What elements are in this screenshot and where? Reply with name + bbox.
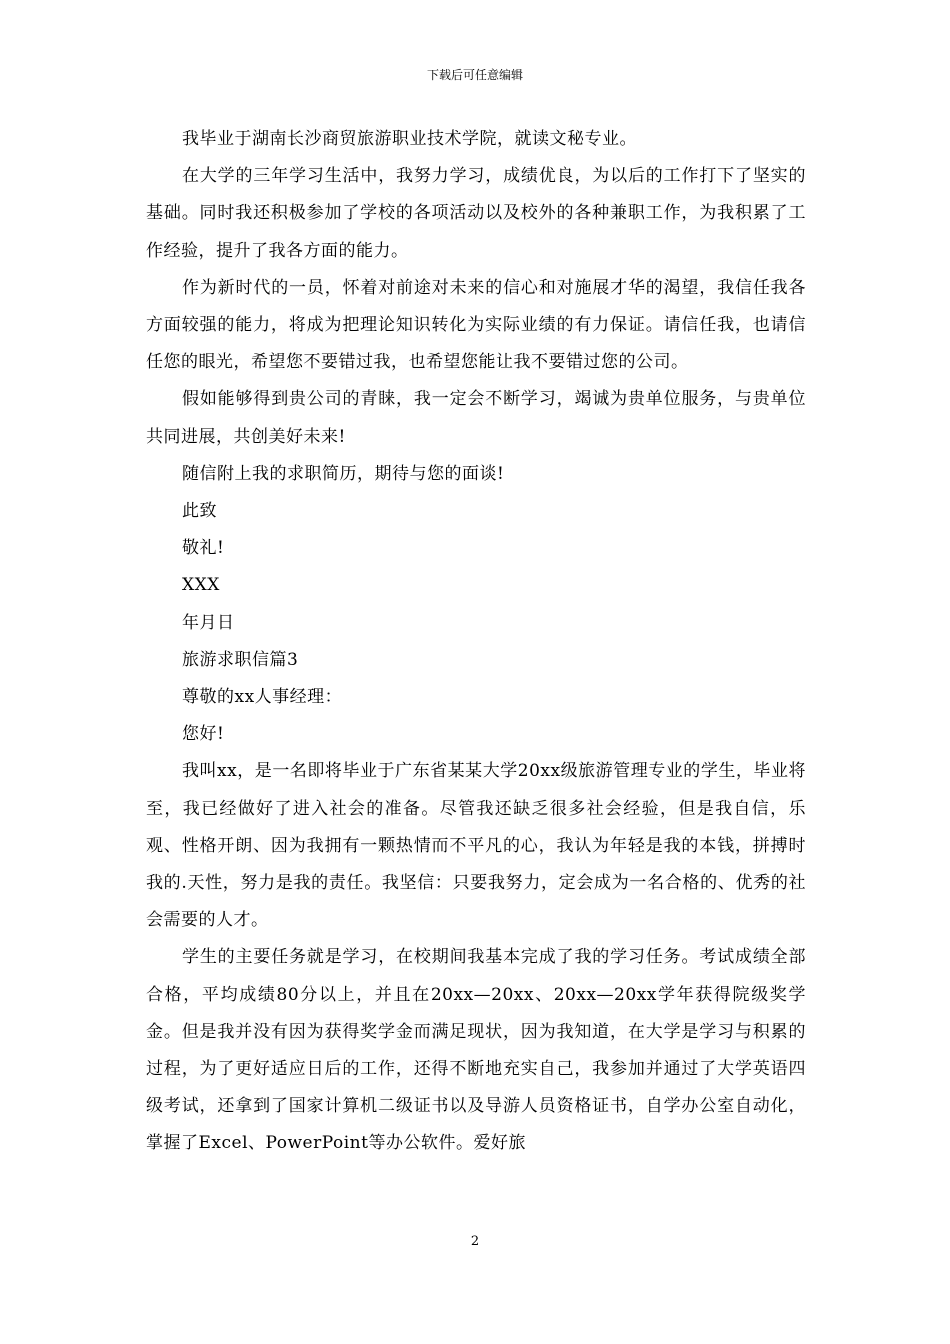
page-number: 2 bbox=[470, 1234, 480, 1249]
closing-regards: 敬礼! bbox=[182, 538, 225, 559]
paragraph-attached-resume: 随信附上我的求职简历，期待与您的面谈! bbox=[182, 463, 505, 484]
page-header: 下载后可任意编辑 bbox=[426, 68, 523, 82]
signature-name: XXX bbox=[182, 575, 220, 596]
letter-body bbox=[146, 121, 806, 1163]
paragraph-future: 假如能够得到贵公司的青睐，我一定会不断学习，竭诚为贵单位服务，与贵单位共同进展，共创美好未来! bbox=[146, 389, 806, 447]
letter-hello: 您好! bbox=[182, 724, 225, 745]
paragraph-graduation: 我毕业于湖南长沙商贸旅游职业技术学院，就读文秘专业。 bbox=[182, 129, 637, 149]
letter-greeting: 尊敬的xx人事经理： bbox=[182, 687, 343, 708]
paragraph-university-life: 在大学的三年学习生活中，我努力学习，成绩优良，为以后的工作打下了坚实的基础。同时我还积极参加了学校的各项活动以及校外的各种兼职工作，为我积累了工作经验，提升了我各方面的能力。 bbox=[146, 166, 806, 261]
paragraph-introduction: 我叫xx，是一名即将毕业于广东省某某大学20xx级旅游管理专业的学生，毕业将至，我已经做好了进入社会的准备。尽管我还缺乏很多社会经验，但是我自信，乐观、性格开朗、因为我拥有一颗热情而不平凡的心，我认为年轻是我的本钱，拼搏时我的.天性，努力是我的责任。我坚信：只要我努力，定会成为一名合格的、优秀的社会需要的人才。 bbox=[146, 761, 806, 931]
closing-salutation: 此致 bbox=[182, 501, 217, 522]
paragraph-confidence: 作为新时代的一员，怀着对前途对未来的信心和对施展才华的渴望，我信任我各方面较强的能力，将成为把理论知识转化为实际业绩的有力保证。请信任我，也请信任您的眼光，希望您不要错过我，也希望您能让我不要错过您的公司。 bbox=[146, 277, 806, 373]
paragraph-studies: 学生的主要任务就是学习，在校期间我基本完成了我的学习任务。考试成绩全部合格，平均成绩80分以上，并且在20xx—20xx、20xx—20xx学年获得院级奖学金。但是我并没有因为获得奖学金而满足现状，因为我知道，在大学是学习与积累的过程，为了更好适应日后的工作，还得不断地充实自己，我参加并通过了大学英语四级考试，还拿到了国家计算机二级证书以及导游人员资格证书，自学办公室自动化，掌握了Excel、PowerPoint等办公软件。爱好旅 bbox=[146, 947, 806, 1154]
signature-date: 年月日 bbox=[182, 612, 235, 633]
section-title: 旅游求职信篇3 bbox=[182, 649, 299, 670]
